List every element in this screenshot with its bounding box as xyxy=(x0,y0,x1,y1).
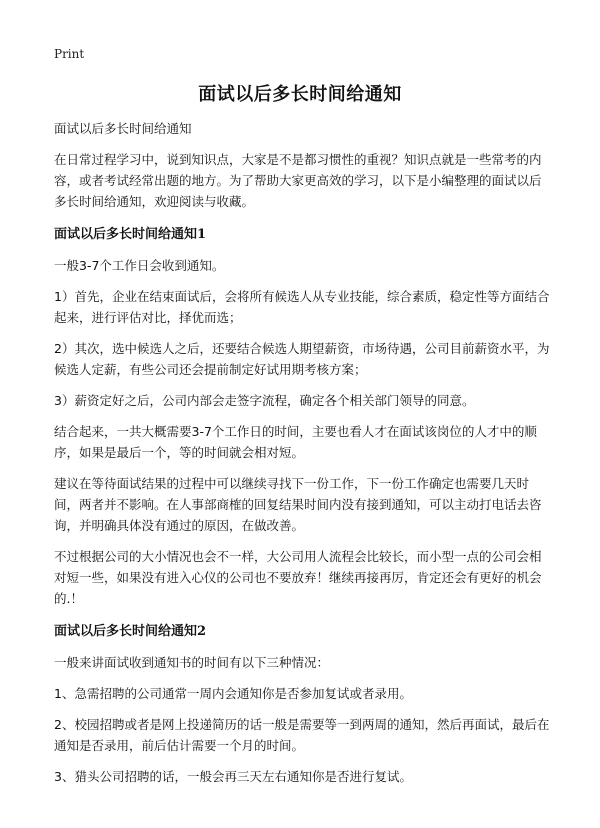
paragraph: 1）首先，企业在结束面试后，会将所有候选人从专业技能，综合素质，稳定性等方面结合起来，进行评估对比，择优而选； xyxy=(54,289,550,325)
page-title: 面试以后多长时间给通知 xyxy=(198,84,402,105)
paragraph: 建议在等待面试结果的过程中可以继续寻找下一份工作，下一份工作确定也需要几天时间，两者并不影响。在人事部商榷的回复结果时间内没有接到通知，可以主动打电话去咨询，并明确具体没有通过的原因，在做改善。 xyxy=(54,476,542,533)
paragraph: 2、校园招聘或者是网上投递简历的话一般是需要等一到两周的通知，然后再面试，最后在通知是否录用，前后估计需要一个月的时间。 xyxy=(54,717,550,753)
print-link[interactable]: Print xyxy=(54,47,85,61)
section-2-heading: 面试以后多长时间给通知2 xyxy=(54,624,207,639)
section-1-heading: 面试以后多长时间给通知1 xyxy=(54,227,207,242)
paragraph: 2）其次，选中候选人之后，还要结合候选人期望薪资，市场待遇，公司目前薪资水平，为候选人定薪，有些公司还会提前制定好试用期考核方案； xyxy=(54,341,550,377)
paragraph: 结合起来，一共大概需要3-7个工作日的时间，主要也看人才在面试该岗位的人才中的顺序，如果是最后一个，等的时间就会相对短。 xyxy=(54,424,537,460)
paragraph: 不过根据公司的大小情况也会不一样，大公司用人流程会比较长，而小型一点的公司会相对短一些，如果没有进入心仪的公司也不要放弃！继续再接再厉，肯定还会有更好的机会的.！ xyxy=(54,549,542,606)
article-body xyxy=(54,118,550,797)
intro-paragraph: 在日常过程学习中，说到知识点，大家是不是都习惯性的重视？知识点就是一些常考的内容，或者考试经常出题的地方。为了帮助大家更高效的学习，以下是小编整理的面试以后多长时间给通知，欢迎阅读与收藏。 xyxy=(54,152,542,209)
paragraph: 一般3-7个工作日会收到通知。 xyxy=(54,258,225,273)
subtitle: 面试以后多长时间给通知 xyxy=(54,121,192,136)
paragraph: 一般来讲面试收到通知书的时间有以下三种情况： xyxy=(54,655,330,670)
paragraph: 3、猎头公司招聘的话，一般会再三天左右通知你是否进行复试。 xyxy=(54,769,412,784)
paragraph: 1、急需招聘的公司通常一周内会通知你是否参加复试或者录用。 xyxy=(54,686,412,701)
paragraph: 3）薪资定好之后，公司内部会走签字流程，确定各个相关部门领导的同意。 xyxy=(54,393,475,408)
